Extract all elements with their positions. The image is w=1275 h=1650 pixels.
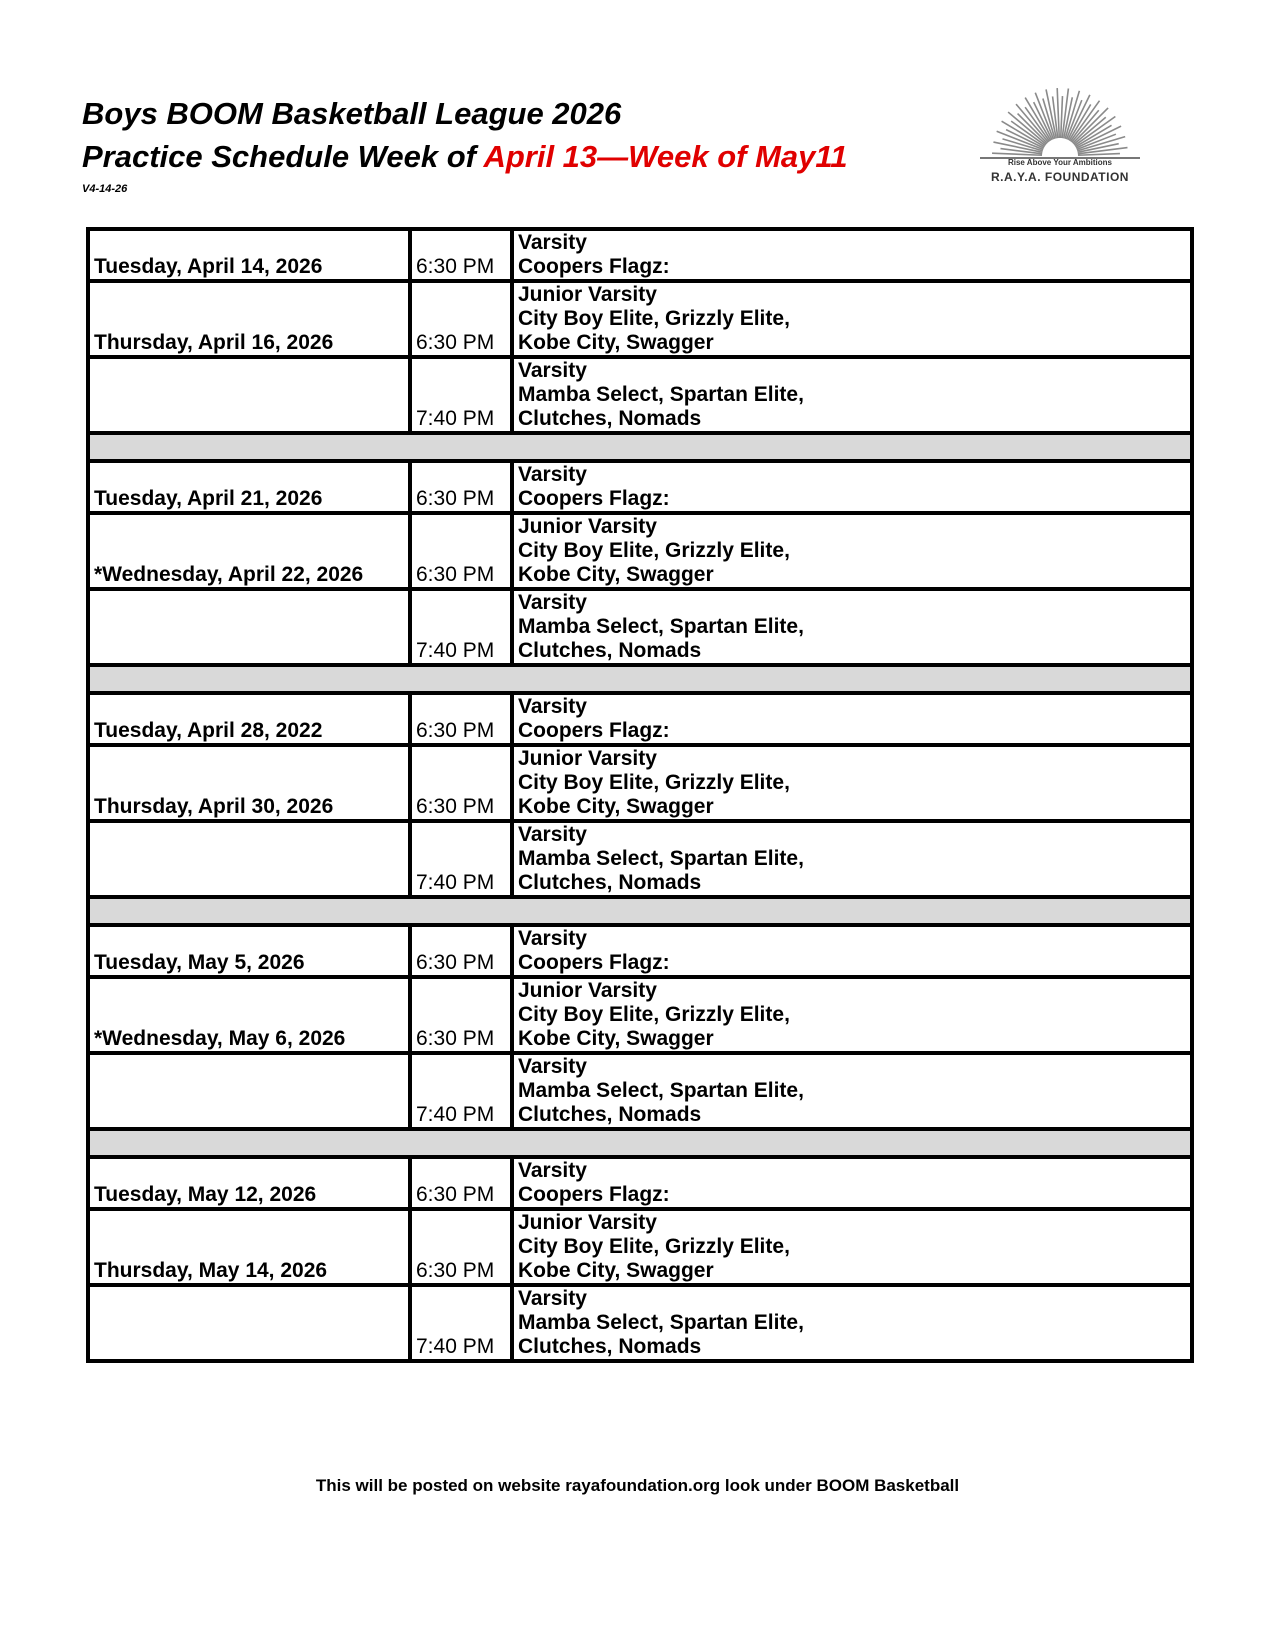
sunburst-icon <box>976 82 1144 160</box>
team-list: Kobe City, Swagger <box>518 795 714 818</box>
practice-time: 7:40 PM <box>410 1285 512 1361</box>
team-list: Coopers Flagz: <box>518 255 670 278</box>
division-label: Junior Varsity <box>518 979 657 1002</box>
table-row <box>88 693 1192 745</box>
table-row <box>88 821 1192 897</box>
division-label: Varsity <box>518 823 587 846</box>
team-list: Clutches, Nomads <box>518 1103 702 1126</box>
practice-time: 6:30 PM <box>410 1157 512 1209</box>
team-list: Coopers Flagz: <box>518 1183 670 1206</box>
practice-date: Tuesday, April 14, 2026 <box>88 229 410 281</box>
table-row <box>88 1157 1192 1209</box>
team-list: Coopers Flagz: <box>518 719 670 742</box>
practice-date: Thursday, April 30, 2026 <box>88 745 410 821</box>
sun-ray <box>1035 93 1053 140</box>
sun-ray <box>1061 96 1063 138</box>
team-list: Clutches, Nomads <box>518 639 702 662</box>
team-list: City Boy Elite, Grizzly Elite, <box>518 1235 790 1258</box>
practice-teams <box>512 229 1192 281</box>
division-label: Varsity <box>518 695 587 718</box>
practice-teams <box>512 1285 1192 1361</box>
practice-schedule-table <box>86 227 1194 1363</box>
practice-date: Tuesday, April 28, 2022 <box>88 693 410 745</box>
version-label: V4-14-26 <box>82 183 128 195</box>
subtitle-prefix: Practice Schedule Week of <box>82 139 484 174</box>
table-row <box>88 229 1192 281</box>
table-row <box>88 1285 1192 1361</box>
table-row <box>88 281 1192 357</box>
practice-teams <box>512 745 1192 821</box>
separator-cell <box>88 665 1192 693</box>
division-label: Varsity <box>518 927 587 950</box>
practice-time: 6:30 PM <box>410 281 512 357</box>
team-list: Mamba Select, Spartan Elite, <box>518 1311 804 1334</box>
practice-teams <box>512 821 1192 897</box>
practice-date: *Wednesday, May 6, 2026 <box>88 977 410 1053</box>
team-list: City Boy Elite, Grizzly Elite, <box>518 539 790 562</box>
team-list: Kobe City, Swagger <box>518 1259 714 1282</box>
practice-time: 6:30 PM <box>410 977 512 1053</box>
practice-teams <box>512 1209 1192 1285</box>
team-list: Clutches, Nomads <box>518 1335 702 1358</box>
practice-time: 6:30 PM <box>410 513 512 589</box>
team-list: Kobe City, Swagger <box>518 1027 714 1050</box>
practice-date: *Wednesday, April 22, 2026 <box>88 513 410 589</box>
division-label: Varsity <box>518 231 587 254</box>
practice-teams <box>512 925 1192 977</box>
division-label: Varsity <box>518 1287 587 1310</box>
raya-foundation-logo <box>976 82 1144 190</box>
table-row <box>88 357 1192 433</box>
team-list: Coopers Flagz: <box>518 487 670 510</box>
practice-teams <box>512 281 1192 357</box>
team-list: City Boy Elite, Grizzly Elite, <box>518 307 790 330</box>
division-label: Junior Varsity <box>518 1211 657 1234</box>
practice-time: 7:40 PM <box>410 1053 512 1129</box>
practice-teams <box>512 693 1192 745</box>
team-list: City Boy Elite, Grizzly Elite, <box>518 771 790 794</box>
division-label: Junior Varsity <box>518 515 657 538</box>
table-row <box>88 925 1192 977</box>
week-separator <box>88 1129 1192 1157</box>
practice-time: 6:30 PM <box>410 745 512 821</box>
team-list: City Boy Elite, Grizzly Elite, <box>518 1003 790 1026</box>
team-list: Kobe City, Swagger <box>518 331 714 354</box>
practice-teams <box>512 461 1192 513</box>
practice-teams <box>512 357 1192 433</box>
division-label: Varsity <box>518 1055 587 1078</box>
table-row <box>88 1053 1192 1129</box>
team-list: Clutches, Nomads <box>518 407 702 430</box>
page-title: Boys BOOM Basketball League 2026 <box>82 96 622 131</box>
division-label: Varsity <box>518 1159 587 1182</box>
table-row <box>88 977 1192 1053</box>
team-list: Mamba Select, Spartan Elite, <box>518 847 804 870</box>
logo-name: R.A.Y.A. FOUNDATION <box>991 170 1129 184</box>
practice-time: 7:40 PM <box>410 589 512 665</box>
table-row <box>88 1209 1192 1285</box>
sun-ray <box>1078 154 1120 156</box>
practice-time: 6:30 PM <box>410 229 512 281</box>
table-row <box>88 513 1192 589</box>
practice-date <box>88 1053 410 1129</box>
team-list: Mamba Select, Spartan Elite, <box>518 1079 804 1102</box>
practice-time: 6:30 PM <box>410 461 512 513</box>
team-list: Clutches, Nomads <box>518 871 702 894</box>
practice-date: Tuesday, April 21, 2026 <box>88 461 410 513</box>
division-label: Junior Varsity <box>518 283 657 306</box>
practice-teams <box>512 977 1192 1053</box>
team-list: Mamba Select, Spartan Elite, <box>518 383 804 406</box>
table-row <box>88 589 1192 665</box>
separator-cell <box>88 1129 1192 1157</box>
practice-time: 7:40 PM <box>410 357 512 433</box>
practice-date: Tuesday, May 12, 2026 <box>88 1157 410 1209</box>
practice-date <box>88 1285 410 1361</box>
practice-date: Thursday, April 16, 2026 <box>88 281 410 357</box>
page-subtitle <box>82 139 848 175</box>
practice-date: Thursday, May 14, 2026 <box>88 1209 410 1285</box>
subtitle-date-range: April 13—Week of May11 <box>483 139 848 174</box>
separator-cell <box>88 433 1192 461</box>
team-list: Kobe City, Swagger <box>518 563 714 586</box>
table-row <box>88 745 1192 821</box>
practice-teams <box>512 589 1192 665</box>
division-label: Junior Varsity <box>518 747 657 770</box>
footer-note: This will be posted on website rayafoundation.org look under BOOM Basketball <box>315 1476 960 1495</box>
practice-teams <box>512 1157 1192 1209</box>
week-separator <box>88 433 1192 461</box>
separator-cell <box>88 897 1192 925</box>
practice-time: 7:40 PM <box>410 821 512 897</box>
team-list: Mamba Select, Spartan Elite, <box>518 615 804 638</box>
practice-date: Tuesday, May 5, 2026 <box>88 925 410 977</box>
practice-date <box>88 357 410 433</box>
division-label: Varsity <box>518 591 587 614</box>
practice-time: 6:30 PM <box>410 925 512 977</box>
practice-time: 6:30 PM <box>410 693 512 745</box>
practice-date <box>88 589 410 665</box>
practice-date <box>88 821 410 897</box>
division-label: Varsity <box>518 463 587 486</box>
sun-ray <box>997 131 1044 149</box>
table-row <box>88 461 1192 513</box>
division-label: Varsity <box>518 359 587 382</box>
practice-time: 6:30 PM <box>410 1209 512 1285</box>
week-separator <box>88 665 1192 693</box>
practice-teams <box>512 1053 1192 1129</box>
week-separator <box>88 897 1192 925</box>
logo-tagline: Rise Above Your Ambitions <box>1007 158 1112 167</box>
team-list: Coopers Flagz: <box>518 951 670 974</box>
practice-teams <box>512 513 1192 589</box>
